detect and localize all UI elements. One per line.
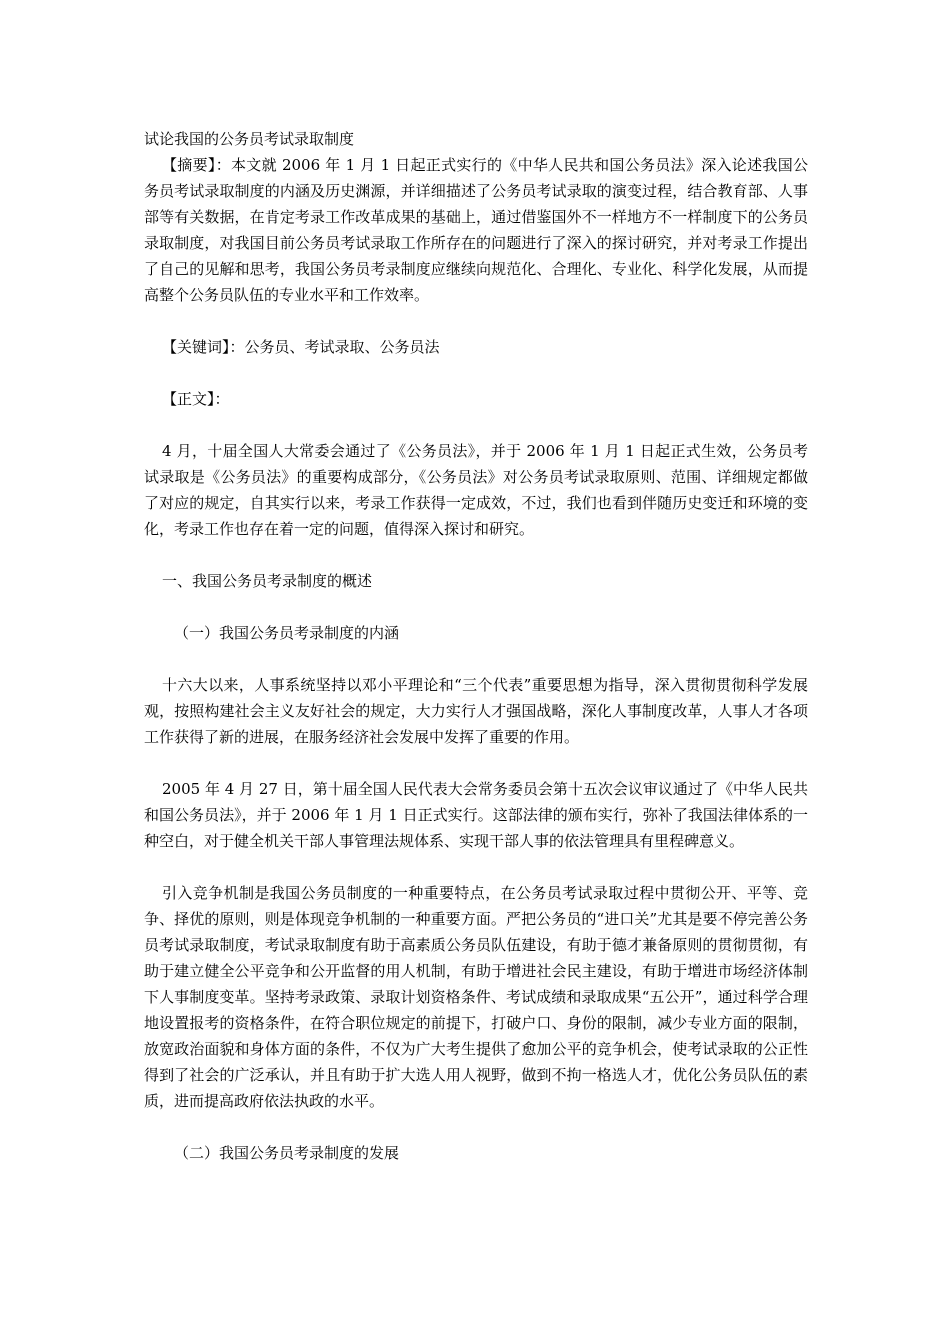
subsection-heading: （一）我国公务员考录制度的内涵 [174, 624, 400, 642]
document-title: 试论我国的公务员考试录取制度 [144, 130, 355, 148]
spacer [144, 308, 808, 334]
body-paragraph: 引入竞争机制是我国公务员制度的一种重要特点，在公务员考试录取过程中贯彻公开、平等、竞争、择优的原则，则是体现竞争机制的一种重要方面。严把公务员的“进口关”尤其是要不停完善公务员考试录取制度，考试录取制度有助于高素质公务员队伍建设，有助于德才兼备原则的贯彻贯彻，有助于建立健全公平竞争和公开监督的用人机制，有助于增进社会民主建设，有助于增进市场经济体制下人事制度变革。坚持考录政策、录取计划资格条件、考试成绩和录取成果“五公开”，通过科学合理地设置报考的资格条件，在符合职位规定的前提下，打破户口、身份的限制，减少专业方面的限制，放宽政治面貌和身体方面的条件，不仅为广大考生提供了愈加公平的竞争机会，使考试录取的公正性得到了社会的广泛承认，并且有助于扩大选人用人视野，做到不拘一格选人才，优化公务员队伍的素质，进而提高政府依法执政的水平。 [144, 884, 808, 1110]
spacer [144, 854, 808, 880]
spacer [144, 1114, 808, 1140]
body-paragraph: 十六大以来，人事系统坚持以邓小平理论和“三个代表”重要思想为指导，深入贯彻贯彻科学发展观，按照构建社会主义友好社会的规定，大力实行人才强国战略，深化人事制度改革，人事人才各项工作获得了新的进展，在服务经济社会发展中发挥了重要的作用。 [144, 676, 808, 746]
section-heading: 一、我国公务员考录制度的概述 [162, 572, 373, 590]
keywords-line: 【关键词】：公务员、考试录取、公务员法 [162, 338, 440, 356]
spacer [144, 360, 808, 386]
document-page [144, 126, 808, 1166]
spacer [144, 542, 808, 568]
intro-paragraph: 4 月，十届全国人大常委会通过了《公务员法》，并于 2006 年 1 月 1 日起正式生效，公务员考试录取是《公务员法》的重要构成部分，《公务员法》对公务员考试录取原则、范围、详细规定都做了对应的规定，自其实行以来，考录工作获得一定成效，不过，我们也看到伴随历史变迁和环境的变化，考录工作也存在着一定的问题，值得深入探讨和研究。 [144, 442, 808, 538]
spacer [144, 412, 808, 438]
subsection-heading: （二）我国公务员考录制度的发展 [174, 1144, 400, 1162]
spacer [144, 750, 808, 776]
spacer [144, 646, 808, 672]
abstract-paragraph: 【摘要】：本文就 2006 年 1 月 1 日起正式实行的《中华人民共和国公务员法》深入论述我国公务员考试录取制度的内涵及历史渊源，并详细描述了公务员考试录取的演变过程，结合教育部、人事部等有关数据，在肯定考录工作改革成果的基础上，通过借鉴国外不一样地方不一样制度下的公务员录取制度，对我国目前公务员考试录取工作所存在的问题进行了深入的探讨研究，并对考录工作提出了自己的见解和思考，我国公务员考录制度应继续向规范化、合理化、专业化、科学化发展，从而提高整个公务员队伍的专业水平和工作效率。 [144, 156, 808, 304]
spacer [144, 594, 808, 620]
body-label: 【正文】： [162, 390, 230, 408]
body-paragraph: 2005 年 4 月 27 日，第十届全国人民代表大会常务委员会第十五次会议审议通过了《中华人民共和国公务员法》，并于 2006 年 1 月 1 日正式实行。这部法律的颁布实行，弥补了我国法律体系的一种空白，对于健全机关干部人事管理法规体系、实现干部人事的依法管理具有里程碑意义。 [144, 780, 808, 850]
